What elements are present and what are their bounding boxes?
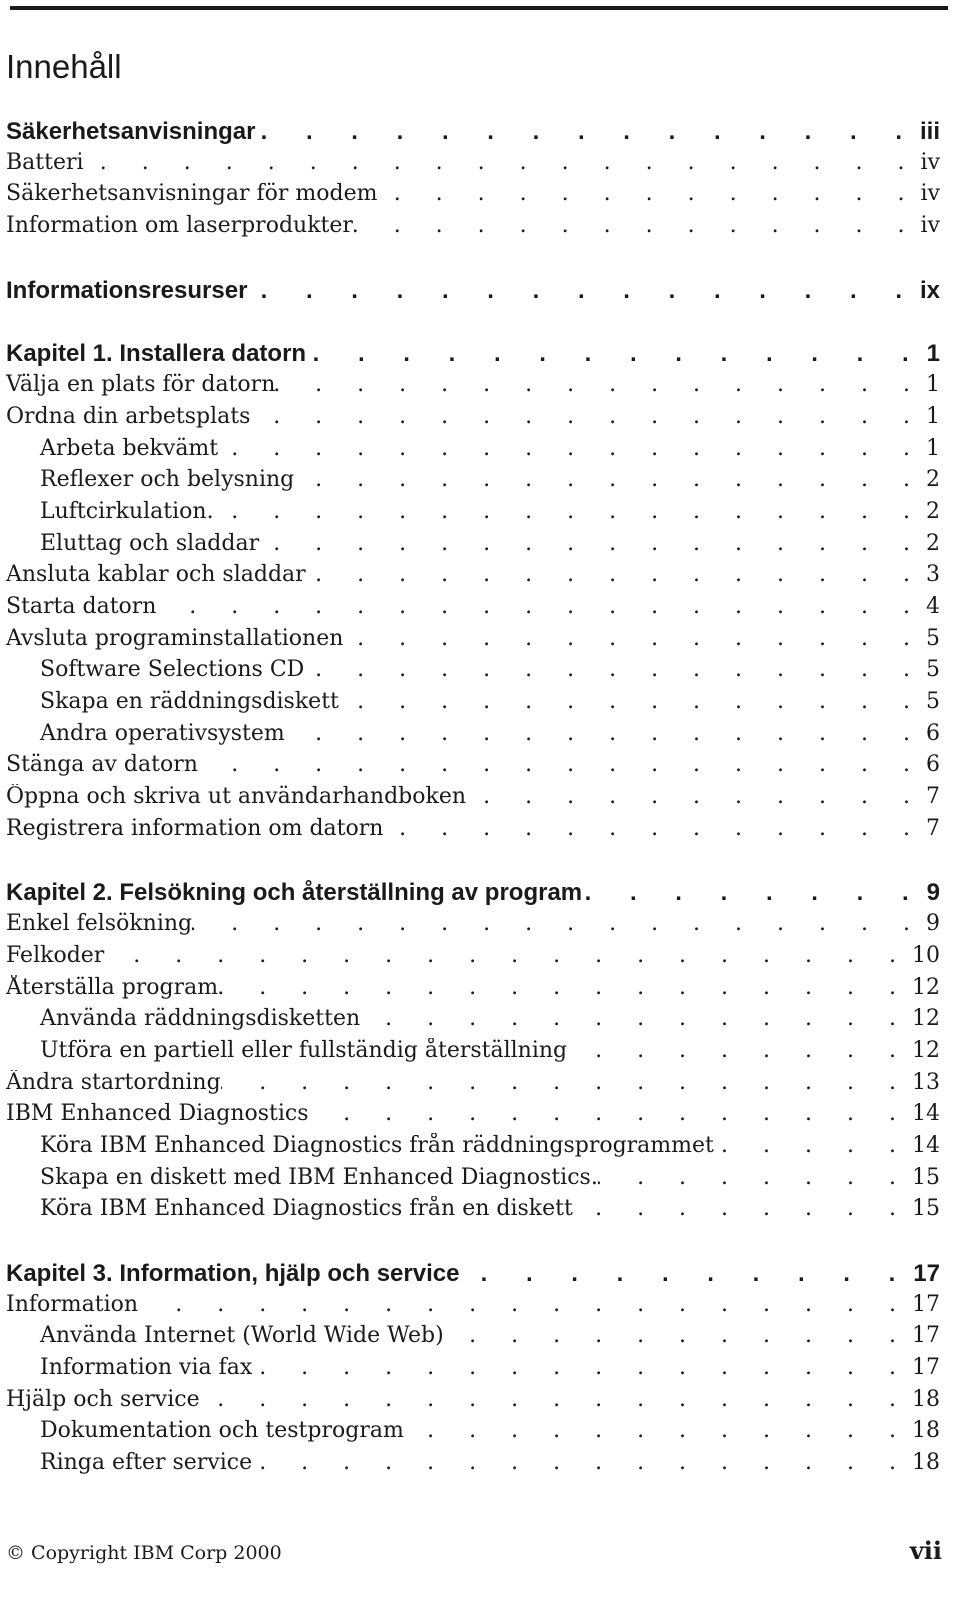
toc-entry-title: Software Selections CD [40, 657, 305, 683]
dot-leader [214, 499, 924, 524]
dot-leader [573, 1196, 910, 1221]
dot-leader [275, 372, 924, 397]
dot-leader [343, 626, 924, 651]
toc-entry[interactable] [6, 1292, 940, 1324]
toc-entry-page: 18 [912, 1418, 940, 1444]
dot-leader [138, 1292, 910, 1317]
toc-entry-page: iv [920, 213, 940, 239]
toc-entry[interactable] [6, 372, 940, 404]
toc-entry[interactable] [6, 404, 940, 436]
toc-entry[interactable] [6, 594, 940, 626]
toc-entry-title: Eluttag och sladdar [40, 530, 260, 556]
toc-entry-page: 17 [912, 1323, 940, 1349]
page-footer [6, 1536, 942, 1565]
toc-entry-page: 12 [912, 1006, 940, 1032]
toc-entry-page: 2 [926, 530, 940, 556]
toc-entry[interactable] [6, 721, 940, 753]
toc-entry-page: 7 [926, 815, 940, 841]
toc-entry[interactable] [6, 816, 940, 848]
toc-entry[interactable] [6, 562, 940, 594]
toc-entry-page: 6 [926, 752, 940, 778]
top-rule [10, 6, 948, 10]
dot-leader [84, 150, 919, 175]
dot-leader [252, 1450, 910, 1475]
toc-entry[interactable] [6, 657, 940, 689]
toc-entry-title: Felkoder [6, 942, 105, 968]
toc-entry-page: 3 [926, 562, 940, 588]
toc-entry-page: 5 [926, 625, 940, 651]
dot-leader [309, 1101, 910, 1126]
toc-entry-title: Skapa en diskett med IBM Enhanced Diagnostics. [40, 1164, 598, 1190]
dot-leader [252, 1355, 910, 1380]
toc-entry-page: iv [920, 181, 940, 207]
page-number: vii [909, 1536, 942, 1565]
toc-entry-title: Återställa program [6, 974, 219, 1000]
toc-entry-page: 12 [912, 974, 940, 1000]
toc-entry[interactable] [6, 213, 940, 245]
toc-entry[interactable] [6, 784, 940, 816]
toc-entry-title: Använda räddningsdisketten [40, 1006, 361, 1032]
toc-entry-page: 17 [912, 1291, 940, 1317]
toc-entry-title: IBM Enhanced Diagnostics [6, 1101, 309, 1127]
page-title: Innehåll [6, 48, 122, 85]
dot-leader [353, 213, 919, 238]
toc-entry[interactable] [6, 1196, 940, 1228]
toc-entry[interactable] [6, 1133, 940, 1165]
toc-entry[interactable] [6, 1355, 940, 1387]
toc-entry-title: Kapitel 1. Installera datorn [6, 340, 307, 368]
toc-chapter-entry[interactable] [6, 879, 940, 911]
dot-leader [192, 911, 924, 936]
copyright-notice: © Copyright IBM Corp 2000 [6, 1542, 282, 1564]
toc-entry[interactable] [6, 1323, 940, 1355]
toc-chapter-entry[interactable] [6, 340, 940, 372]
toc-entry[interactable] [6, 752, 940, 784]
toc-entry-page: 12 [912, 1037, 940, 1063]
toc-entry[interactable] [6, 1101, 940, 1133]
toc-entry-page: 1 [926, 372, 940, 398]
table-of-contents [6, 118, 940, 1482]
toc-entry-title: Säkerhetsanvisningar för modem [6, 181, 378, 207]
toc-entry-title: Välja en plats för datorn [6, 372, 276, 398]
toc-entry-title: Andra operativsystem [40, 720, 285, 746]
toc-entry[interactable] [6, 975, 940, 1007]
toc-entry[interactable] [6, 499, 940, 531]
dot-leader [444, 1323, 910, 1348]
toc-entry-page: 2 [926, 498, 940, 524]
dot-leader [377, 181, 918, 206]
toc-entry-page: 2 [926, 467, 940, 493]
toc-entry-page: 7 [926, 784, 940, 810]
toc-entry-title: Information via fax [40, 1355, 253, 1381]
toc-entry-title: Ringa efter service [40, 1450, 253, 1476]
dot-leader [306, 562, 924, 587]
toc-entry-title: Information om laserprodukter [6, 213, 353, 239]
toc-entry-title: Skapa en räddningsdiskett [40, 689, 339, 714]
dot-leader [200, 1387, 910, 1412]
toc-entry[interactable] [6, 1006, 940, 1038]
toc-entry-title: Hjälp och service [6, 1386, 200, 1412]
toc-entry-title: Säkerhetsanvisningar [6, 118, 256, 145]
toc-chapter-entry[interactable] [6, 277, 940, 309]
toc-entry-page: 6 [926, 720, 940, 746]
dot-leader [198, 752, 924, 777]
toc-entry-title: Ordna din arbetsplats [6, 403, 251, 429]
dot-leader [255, 118, 918, 146]
dot-leader [247, 277, 918, 305]
toc-entry-page: iv [920, 149, 940, 175]
toc-entry[interactable] [6, 467, 940, 499]
dot-leader [714, 1133, 910, 1158]
toc-entry[interactable] [6, 1070, 940, 1102]
dot-leader [360, 1006, 910, 1031]
dot-leader [598, 1165, 910, 1190]
toc-entry-title: Kapitel 2. Felsökning och återställning av program [6, 879, 583, 907]
toc-entry[interactable] [6, 943, 940, 975]
dot-leader [459, 1260, 911, 1288]
toc-entry-title: Avsluta programinstallationen [6, 625, 344, 651]
dot-leader [221, 1070, 910, 1095]
dot-leader [156, 594, 924, 619]
toc-entry-page: ix [919, 276, 940, 304]
dot-leader [466, 784, 924, 809]
toc-entry[interactable] [6, 1450, 940, 1482]
toc-entry[interactable] [6, 626, 940, 658]
toc-entry-page: 18 [912, 1450, 940, 1476]
toc-entry[interactable] [6, 689, 940, 721]
toc-entry-title: Starta datorn [6, 593, 157, 619]
toc-entry[interactable] [6, 531, 940, 563]
dot-leader [259, 531, 924, 556]
toc-entry-title: Stänga av datorn [6, 752, 198, 778]
toc-entry-page: 15 [912, 1164, 940, 1190]
toc-entry[interactable] [6, 1387, 940, 1419]
toc-entry-title: Enkel felsökning [6, 911, 193, 937]
toc-entry-page: 18 [912, 1386, 940, 1412]
toc-entry-page: 9 [926, 879, 940, 907]
toc-entry-page: 14 [912, 1101, 940, 1127]
toc-entry[interactable] [6, 181, 940, 213]
toc-entry-page: 9 [926, 911, 940, 937]
toc-entry-title: Information [6, 1291, 139, 1317]
toc-entry-title: Utföra en partiell eller fullständig återställning [40, 1037, 568, 1063]
toc-entry-page: 17 [912, 1355, 940, 1381]
toc-entry-title: Ansluta kablar och sladdar [6, 562, 306, 588]
toc-entry[interactable] [6, 1165, 940, 1197]
dot-leader [304, 657, 924, 682]
toc-chapter-entry[interactable] [6, 118, 940, 150]
toc-entry-page: 1 [926, 403, 940, 429]
toc-entry-title: Registrera information om datorn [6, 815, 384, 841]
toc-entry-page: 1 [926, 435, 940, 461]
toc-entry-page: 13 [912, 1069, 940, 1095]
toc-entry-page: 17 [913, 1260, 940, 1287]
toc-entry-page: 4 [926, 593, 940, 619]
toc-entry-title: Informationsresurser [6, 276, 248, 304]
toc-entry[interactable] [6, 911, 940, 943]
toc-entry-title: Ändra startordning [6, 1069, 221, 1095]
dot-leader [218, 975, 910, 1000]
toc-entry[interactable] [6, 436, 940, 468]
toc-entry-title: Öppna och skriva ut användarhandboken [6, 784, 467, 810]
dot-leader [306, 340, 925, 368]
dot-leader [339, 689, 924, 714]
toc-entry-title: Dokumentation och testprogram [40, 1418, 404, 1444]
toc-entry[interactable] [6, 1418, 940, 1450]
toc-entry-title: Kapitel 3. Information, hjälp och service [6, 1260, 460, 1287]
toc-entry-page: 5 [926, 689, 940, 714]
dot-leader [567, 1038, 910, 1063]
toc-entry-title: Använda Internet (World Wide Web) [40, 1323, 444, 1349]
toc-entry-title: Köra IBM Enhanced Diagnostics från räddningsprogrammet [40, 1132, 714, 1158]
dot-leader [218, 436, 924, 461]
dot-leader [104, 943, 910, 968]
toc-entry-page: iii [919, 118, 940, 145]
toc-entry-page: 5 [926, 657, 940, 683]
dot-leader [404, 1418, 910, 1443]
toc-entry-page: 10 [912, 942, 940, 968]
toc-entry-title: Köra IBM Enhanced Diagnostics från en diskett [40, 1196, 573, 1222]
dot-leader [582, 879, 925, 907]
toc-entry-title: Arbeta bekvämt [40, 435, 219, 461]
toc-entry-page: 1 [926, 340, 940, 368]
toc-entry-title: Reflexer och belysning [40, 467, 295, 493]
dot-leader [250, 404, 924, 429]
toc-entry-title: Luftcirkulation. [40, 498, 214, 524]
dot-leader [285, 721, 924, 746]
toc-entry-title: Batteri [6, 149, 84, 175]
toc-entry[interactable] [6, 1038, 940, 1070]
toc-chapter-entry[interactable] [6, 1260, 940, 1292]
toc-entry-page: 14 [912, 1132, 940, 1158]
dot-leader [294, 467, 924, 492]
toc-entry[interactable] [6, 150, 940, 182]
toc-entry-page: 15 [912, 1196, 940, 1222]
dot-leader [383, 816, 924, 841]
